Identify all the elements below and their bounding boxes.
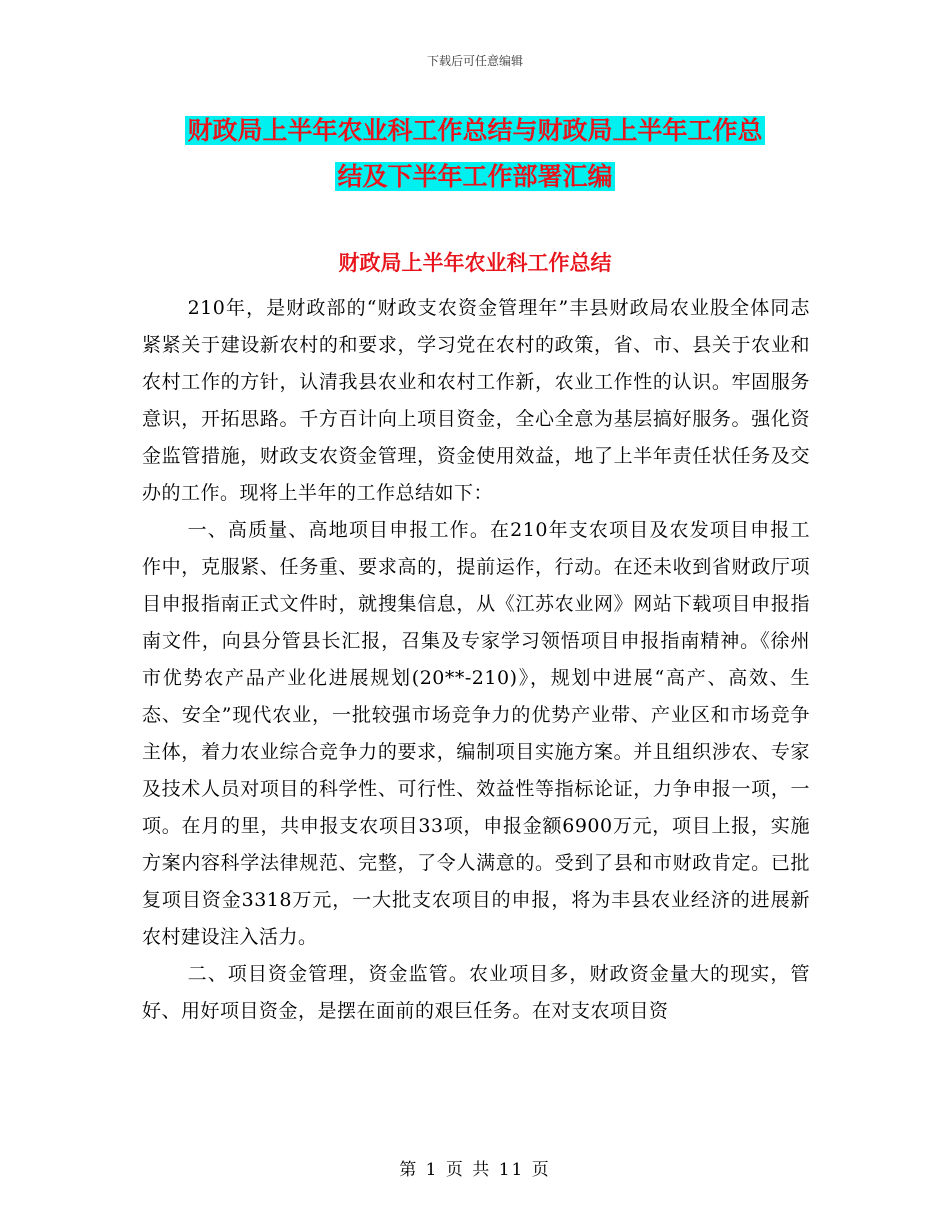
body-text: [142, 290, 810, 1030]
paragraph: 210年，是财政部的“财政支农资金管理年”丰县财政局农业股全体同志紧紧关于建设新农村的和要求，学习党在农村的政策，省、市、县关于农业和农村工作的方针，认清我县农业和农村工作新，农业工作性的认识。牢固服务意识，开拓思路。千方百计向上项目资金，全心全意为基层搞好服务。强化资金监管措施，财政支农资金管理，资金使用效益，地了上半年责任状任务及交办的工作。现将上半年的工作总结如下：: [142, 297, 810, 504]
paragraph: 二、项目资金管理，资金监管。农业项目多，财政资金量大的现实，管好、用好项目资金，是摆在面前的艰巨任务。在对支农项目资: [142, 963, 810, 1022]
section-title: 财政局上半年农业科工作总结: [338, 251, 612, 275]
title-line-2: 结及下半年工作部署汇编: [337, 162, 613, 191]
header-note: 下载后可任意编辑: [426, 54, 523, 68]
paragraph: 一、高质量、高地项目申报工作。在210年支农项目及农发项目申报工作中，克服紧、任务重、要求高的，提前运作，行动。在还未收到省财政厅项目申报指南正式文件时，就搜集信息，从《江苏农业网》网站下载项目申报指南文件，向县分管县长汇报，召集及专家学习领悟项目申报指南精神。《徐州市优势农产品产业化进展规划(20**-210)》，规划中进展“高产、高效、生态、安全”现代农业，一批较强市场竞争力的优势产业带、产业区和市场竞争主体，着力农业综合竞争力的要求，编制项目实施方案。并且组织涉农、专家及技术人员对项目的科学性、可行性、效益性等指标论证，力争申报一项，一项。在月的里，共申报支农项目33项，申报金额6900万元，项目上报，实施方案内容科学法律规范、完整，了令人满意的。受到了县和市财政肯定。已批复项目资金3318万元，一大批支农项目的申报，将为丰县农业经济的进展新农村建设注入活力。: [142, 519, 810, 948]
title-line-1: 财政局上半年农业科工作总结与财政局上半年工作总: [187, 116, 763, 145]
document-title: [140, 108, 810, 200]
page-footer: 第 1 页 共 11 页: [399, 1160, 551, 1180]
